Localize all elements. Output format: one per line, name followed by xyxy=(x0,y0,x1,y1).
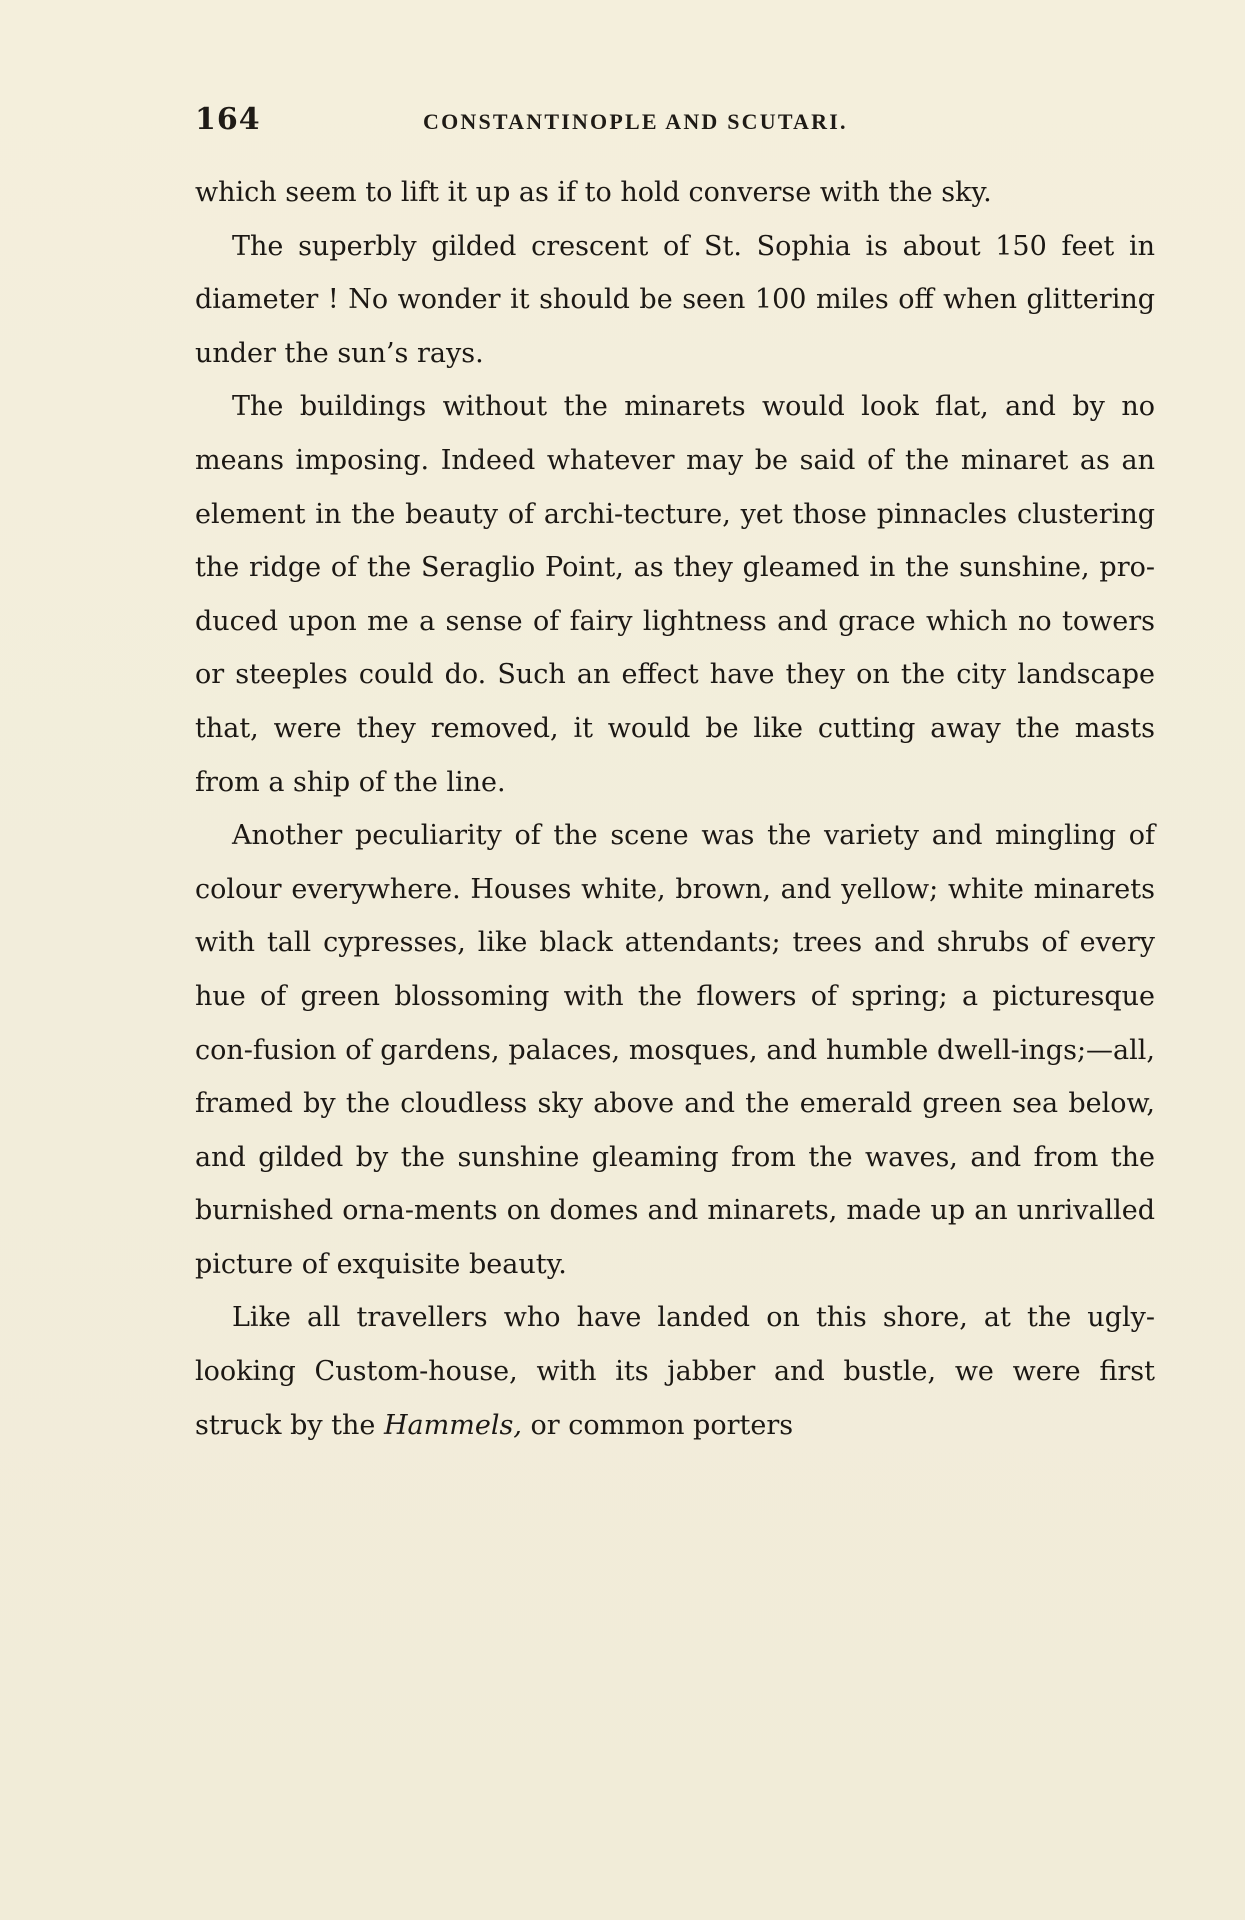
paragraph-colour: Another peculiarity of the scene was the variety and mingling of colour everywhere. Houses white, brown, and yellow; white minarets with tall cypresses, like black attendants; trees and shrubs of every hue of green blossoming with the flowers of spring; a picturesque con-fusion of gardens, palaces, mosques, and humble dwell-ings;—all, framed by the cloudless sky above and the emerald green sea below, and gilded by the sunshine gleaming from the waves, and from the burnished orna-ments on domes and minarets, made up an unrivalled picture of exquisite beauty. xyxy=(195,820,1155,1280)
page-header xyxy=(195,102,1155,142)
paragraph-travellers xyxy=(195,1291,1155,1452)
body-text xyxy=(195,166,1155,1452)
paragraph-travellers-end: or common porters xyxy=(521,1409,794,1441)
paragraph-crescent: The superbly gilded crescent of St. Sophia is about 150 feet in diameter ! No wonder it should be seen 100 miles off when glittering under the sun’s rays. xyxy=(195,230,1155,369)
paragraph-travellers-italic: Hammels, xyxy=(384,1409,522,1441)
paragraph-travellers-start: Like all travellers who have landed on this shore, at the ugly-looking Custom-house, with its jabber and bustle, we were first struck by the xyxy=(195,1302,1155,1441)
paragraph-continuation: which seem to lift it up as if to hold converse with the sky. xyxy=(195,177,992,208)
paragraph-minarets: The buildings without the minarets would look flat, and by no means imposing. Indeed whatever may be said of the minaret as an element in the beauty of archi-tecture, yet those pinnacles clustering the ridge of the Seraglio Point, as they gleamed in the sunshine, pro-duced upon me a sense of fairy lightness and grace which no towers or steeples could do. Such an effect have they on the city landscape that, were they removed, it would be like cutting away the masts from a ship of the line. xyxy=(195,391,1155,798)
page-number: 164 xyxy=(195,102,261,137)
running-title: CONSTANTINOPLE AND SCUTARI. xyxy=(423,109,848,134)
